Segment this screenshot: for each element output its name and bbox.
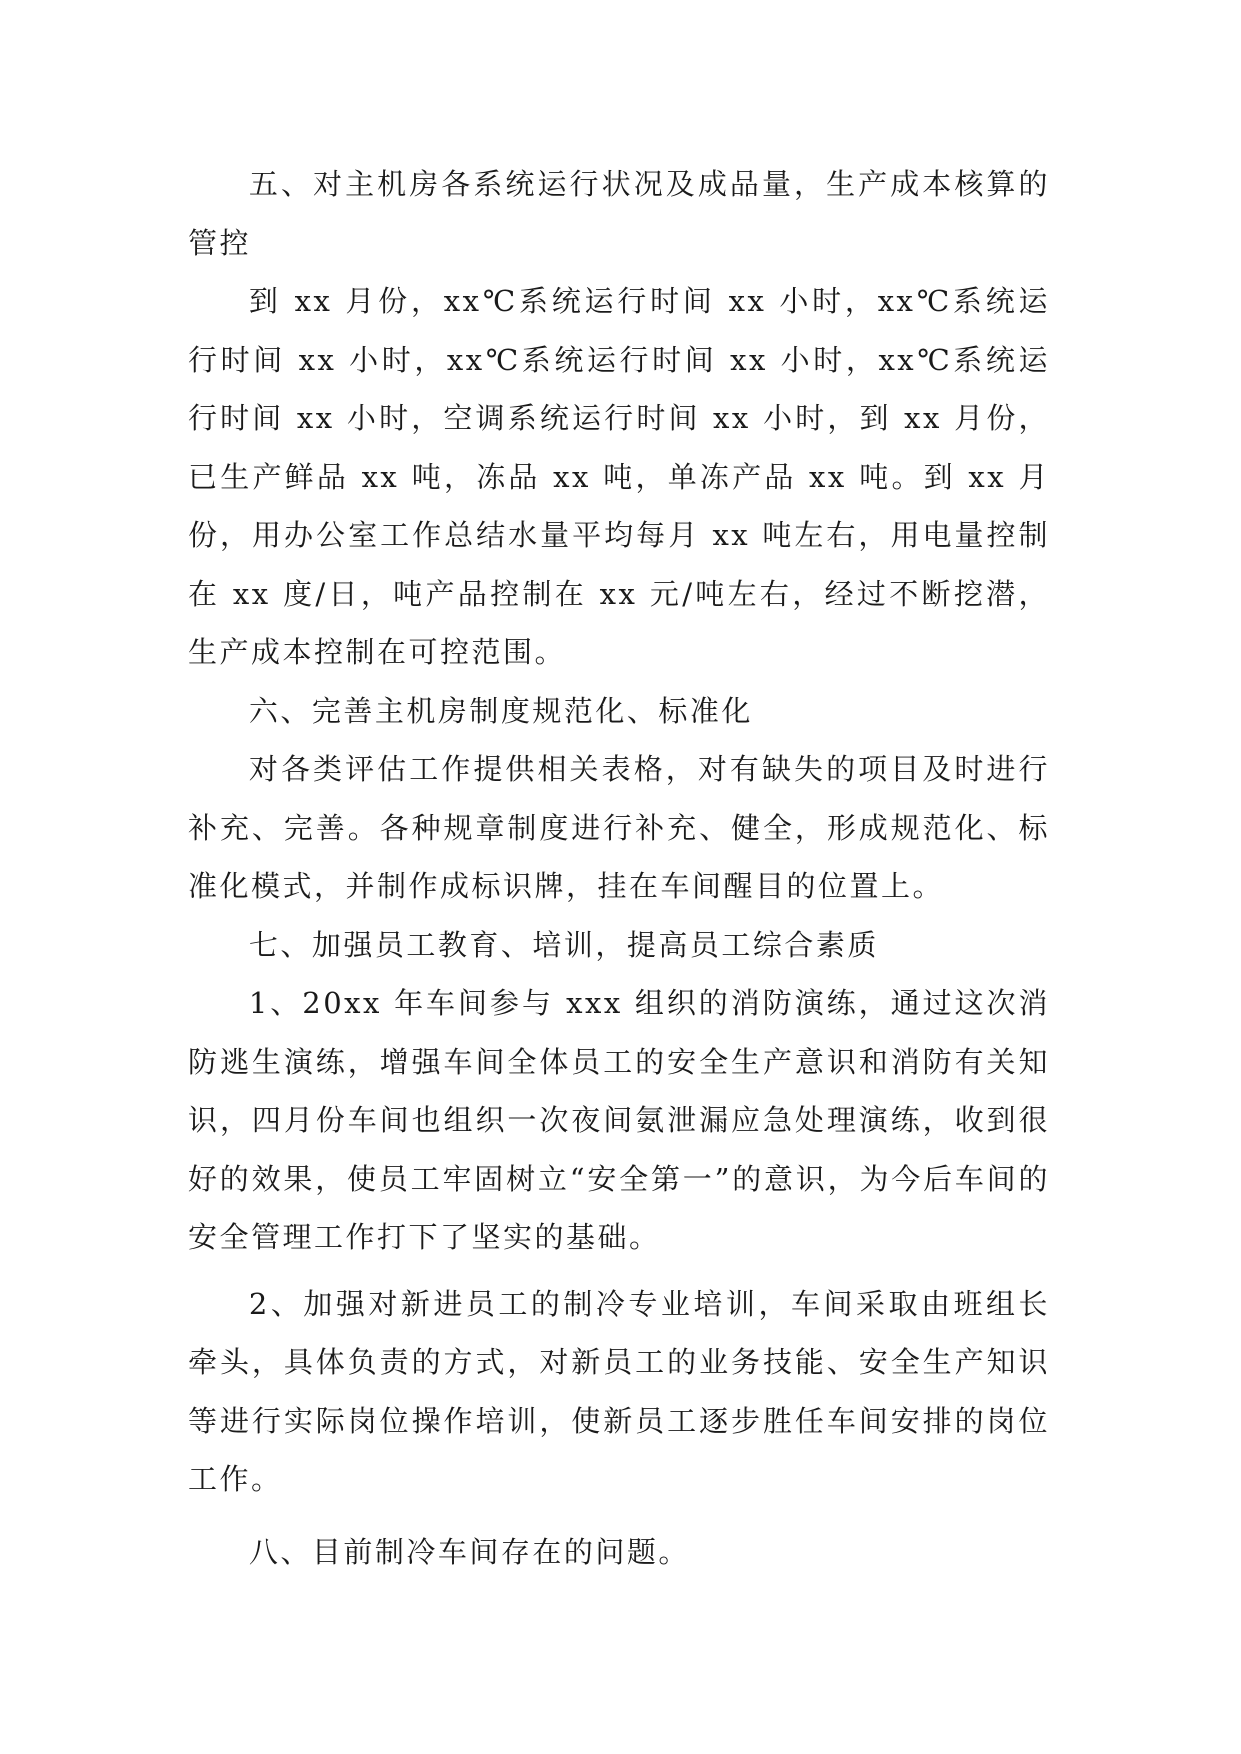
paragraph-new-staff-training: 2、加强对新进员工的制冷专业培训，车间采取由班组长牵头，具体负责的方式，对新员工的业务技能、安全生产知识等进行实际岗位操作培训，使新员工逐步胜任车间安排的岗位工作。 bbox=[188, 1286, 1050, 1496]
section-heading-6: 六、完善主机房制度规范化、标准化 bbox=[248, 693, 753, 728]
section-heading-7: 七、加强员工教育、培训，提高员工综合素质 bbox=[248, 927, 879, 962]
paragraph-fire-drill: 1、20xx 年车间参与 xxx 组织的消防演练，通过这次消防逃生演练，增强车间全体员工的安全生产意识和消防有关知识，四月份车间也组织一次夜间氨泄漏应急处理演练，收到很好的效果，使员工牢固树立“安全第一”的意识，为今后车间的安全管理工作打下了坚实的基础。 bbox=[188, 986, 1050, 1254]
paragraph-standardization: 对各类评估工作提供相关表格，对有缺失的项目及时进行补充、完善。各种规章制度进行补充、健全，形成规范化、标准化模式，并制作成标识牌，挂在车间醒目的位置上。 bbox=[188, 752, 1050, 903]
paragraph-system-runtime: 到 xx 月份，xx℃系统运行时间 xx 小时，xx℃系统运行时间 xx 小时，xx℃系统运行时间 xx 小时，xx℃系统运行时间 xx 小时，空调系统运行时间 xx 小时，到 xx 月份，已生产鲜品 xx 吨，冻品 xx 吨，单冻产品 xx 吨。到 xx 月份，用办公室工作总结水量平均每月 xx 吨左右，用电量控制在 xx 度/日，吨产品控制在 xx 元/吨左右，经过不断挖潜，生产成本控制在可控范围。 bbox=[188, 284, 1050, 669]
section-heading-5: 五、对主机房各系统运行状况及成品量，生产成本核算的管控 bbox=[188, 167, 1050, 260]
document-body bbox=[188, 155, 1050, 1581]
section-heading-8: 八、目前制冷车间存在的问题。 bbox=[248, 1534, 690, 1569]
